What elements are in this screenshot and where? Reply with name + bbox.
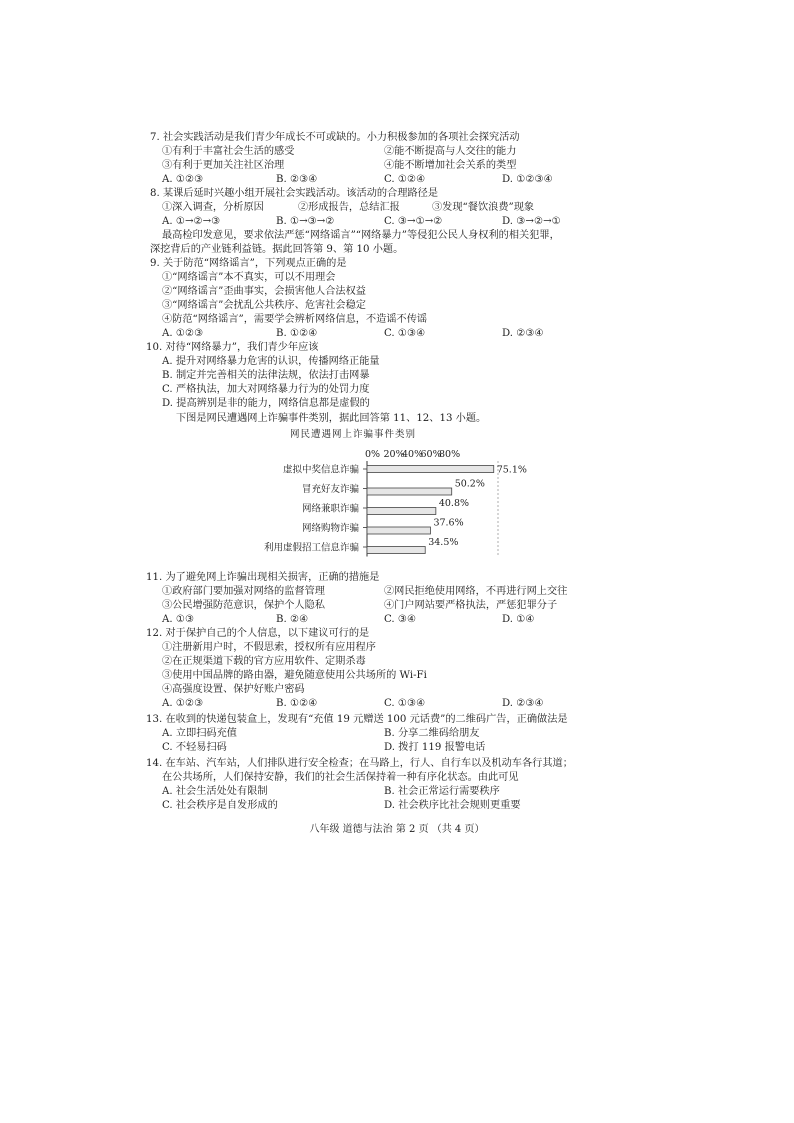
bar (367, 488, 452, 495)
intro-9-line-1: 最高检印发意见，要求依法严惩“网络谣言”“网络暴力”等侵犯公民人身权利的相关犯罪， (162, 230, 560, 241)
chart-title: 网民遭遇网上诈骗事件类别 (290, 429, 417, 440)
q10-option-b: B. 制定并完善相关的法律法规，依法打击网暴 (162, 370, 370, 381)
data-label: 37.6% (433, 517, 464, 529)
category-label: 网络购物诈骗 (301, 523, 359, 534)
x-tick-label: 60% (420, 449, 442, 460)
category-label: 冒充好友诈骗 (301, 484, 359, 495)
q14-stem-line-2: 在公共场所，人们保持安静，我们的社会生活保持着一种有序化状态。由此可见 (162, 772, 519, 783)
q14-option-d: D. 社会秩序比社会规则更重要 (384, 800, 521, 811)
q12-option-a: A. ①②③ (162, 698, 204, 709)
data-label: 75.1% (496, 464, 527, 476)
x-tick-label: 20% (383, 449, 405, 460)
data-label: 40.8% (438, 498, 470, 509)
q9-statement-2: ②“网络谣言”歪曲事实，会损害他人合法权益 (162, 286, 366, 297)
q8-statement-1: ①深入调查，分析原因 (162, 202, 264, 213)
q7-statement-2: ②能不断提高与人交往的能力 (384, 146, 517, 157)
q8-option-d: D. ③→②→① (502, 216, 561, 227)
q8-option-c: C. ③→①→② (384, 216, 443, 227)
q12-statement-4: ④高强度设置、保护好账户密码 (162, 684, 305, 695)
q8-statement-3: ③发现“餐饮浪费”现象 (432, 202, 535, 213)
q11-statement-4: ④门户网站要严格执法，严惩犯罪分子 (384, 600, 558, 611)
q14-option-a: A. 社会生活处处有限制 (162, 786, 268, 797)
q7-option-a: A. ①②③ (162, 174, 204, 185)
q7-stem: 7. 社会实践活动是我们青少年成长不可或缺的。小力积极参加的各项社会探究活动 (150, 132, 520, 143)
q8-stem: 8. 某课后延时兴趣小组开展社会实践活动。该活动的合理路径是 (150, 188, 439, 199)
q9-statement-3: ③“网络谣言”会扰乱公共秩序、危害社会稳定 (162, 300, 366, 311)
q11-statement-3: ③公民增强防范意识，保护个人隐私 (162, 600, 325, 611)
category-label: 虚拟中奖信息诈骗 (282, 464, 359, 476)
q13-option-d: D. 拨打 119 报警电话 (384, 742, 486, 753)
data-label: 50.2% (454, 478, 485, 490)
q9-option-d: D. ②③④ (502, 328, 544, 339)
q9-statement-1: ①“网络谣言”本不真实，可以不用理会 (162, 272, 336, 283)
q9-option-c: C. ①③④ (384, 328, 426, 339)
q7-option-d: D. ①②③④ (502, 174, 553, 185)
bar (367, 508, 436, 515)
intro-9-line-2: 深挖背后的产业链利益链。据此回答第 9、第 10 小题。 (150, 244, 404, 255)
q12-stem: 12. 对于保护自己的个人信息，以下建议可行的是 (146, 628, 370, 639)
q9-statement-4: ④防范“网络谣言”，需要学会辨析网络信息，不造谣不传谣 (162, 314, 428, 325)
q10-option-d: D. 提高辨别是非的能力，网络信息都是虚假的 (162, 398, 370, 409)
bar (367, 527, 430, 534)
q14-option-c: C. 社会秩序是自发形成的 (162, 800, 278, 811)
q9-option-a: A. ①②③ (162, 328, 204, 339)
q10-option-a: A. 提升对网络暴力危害的认识，传播网络正能量 (162, 356, 380, 367)
q7-statement-1: ①有利于丰富社会生活的感受 (162, 146, 295, 157)
q11-statement-2: ②网民拒绝使用网络，不再进行网上交往 (384, 586, 568, 597)
category-label: 网络兼职诈骗 (301, 503, 359, 515)
q12-statement-1: ①注册新用户时，不假思索，授权所有应用程序 (162, 642, 376, 653)
q12-option-d: D. ②③④ (502, 698, 544, 709)
q8-option-b: B. ①→③→② (276, 216, 335, 227)
q12-option-c: C. ①③④ (384, 698, 426, 709)
q13-stem: 13. 在收到的快递包装盒上，发现有“充值 19 元赠送 100 元话费”的二维码广告，正确做法是 (146, 714, 568, 725)
q10-stem: 10. 对待“网络暴力”，我们青少年应该 (146, 342, 319, 353)
q7-statement-4: ④能不断增加社会关系的类型 (384, 160, 517, 171)
q8-option-a: A. ①→②→③ (162, 216, 221, 227)
q8-statement-2: ②形成报告，总结汇报 (298, 202, 400, 213)
q9-stem: 9. 关于防范“网络谣言”，下列观点正确的是 (150, 258, 347, 269)
q14-stem-line-1: 14. 在车站、汽车站，人们排队进行安全检查；在马路上，行人、自行车以及机动车各行其道； (146, 758, 573, 769)
x-tick-label: 80% (439, 449, 461, 460)
q12-statement-3: ③使用中国品牌的路由器，避免随意使用公共场所的 Wi-Fi (162, 670, 427, 681)
q10-option-c: C. 严格执法，加大对网络暴力行为的处罚力度 (162, 384, 370, 395)
bar (367, 466, 494, 473)
q11-option-c: C. ③④ (384, 614, 417, 625)
q11-option-b: B. ②④ (276, 614, 309, 625)
page-footer: 八年级 道德与法治 第 2 页 （共 4 页） (309, 824, 485, 835)
x-tick-label: 0% (365, 449, 381, 460)
data-label: 34.5% (428, 537, 459, 548)
q11-stem: 11. 为了避免网上诈骗出现相关损害，正确的措施是 (146, 572, 380, 583)
q9-option-b: B. ①②④ (276, 328, 318, 339)
q7-option-b: B. ②③④ (276, 174, 318, 185)
q13-option-b: B. 分享二维码给朋友 (384, 728, 480, 739)
bar (367, 547, 425, 554)
q12-statement-2: ②在正规渠道下载的官方应用软件、定期杀毒 (162, 656, 366, 667)
q11-option-d: D. ①④ (502, 614, 535, 625)
intro-11: 下图是网民遭遇网上诈骗事件类别，据此回答第 11、12、13 小题。 (176, 413, 487, 424)
q11-option-a: A. ①③ (162, 614, 195, 625)
category-label: 利用虚假招工信息诈骗 (263, 542, 359, 554)
q7-option-c: C. ①②④ (384, 174, 426, 185)
q11-statement-1: ①政府部门要加强对网络的监督管理 (162, 586, 325, 597)
q13-option-c: C. 不轻易扫码 (162, 742, 227, 753)
q12-option-b: B. ①②④ (276, 698, 318, 709)
x-tick-label: 40% (402, 449, 424, 460)
q14-option-b: B. 社会正常运行需要秩序 (384, 786, 500, 797)
fraud-category-bar-chart (262, 445, 527, 565)
q7-statement-3: ③有利于更加关注社区治理 (162, 160, 285, 171)
q13-option-a: A. 立即扫码充值 (162, 728, 237, 739)
